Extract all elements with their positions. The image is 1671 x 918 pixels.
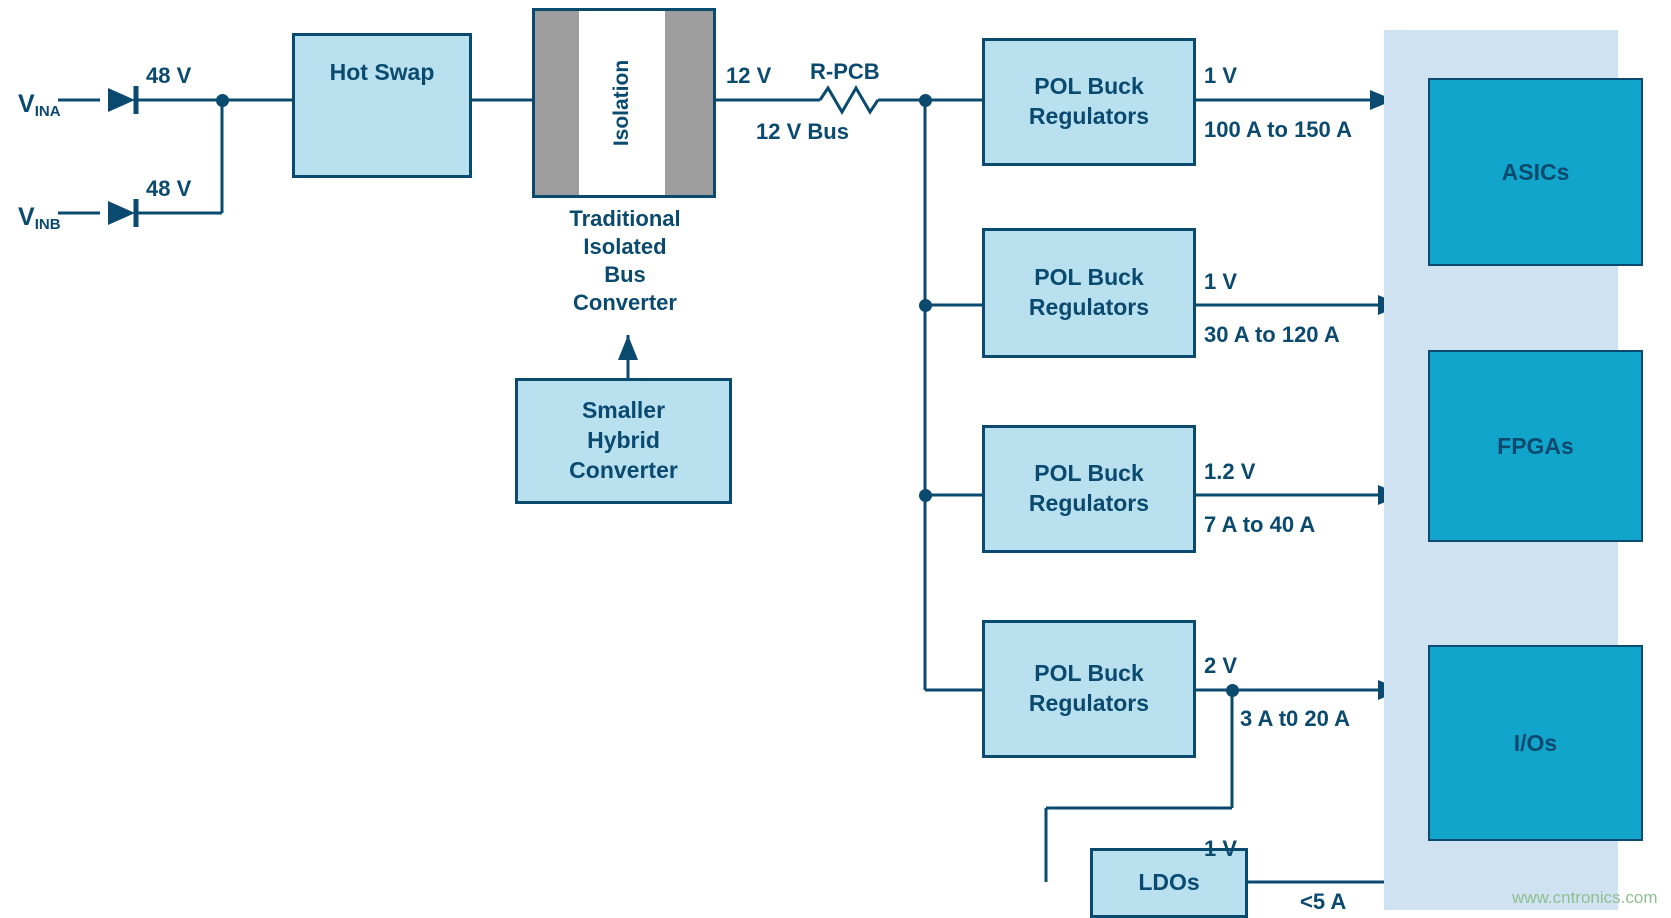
ldo-label: LDOs <box>1138 869 1200 896</box>
input-voltage-a: 48 V <box>146 63 192 88</box>
load-label-asics: ASICs <box>1501 158 1570 185</box>
load-block-fpgas <box>1428 350 1643 542</box>
junction-dot-input <box>216 94 229 107</box>
bus-label: 12 V Bus <box>756 119 849 144</box>
pol-block-4-line-1: POL Buck <box>1034 660 1144 687</box>
hybrid-converter-line-2: Hybrid <box>587 427 660 454</box>
isolation-bar-left <box>535 11 579 195</box>
watermark: www.cntronics.com <box>1512 888 1658 907</box>
pol-block-3-line-1: POL Buck <box>1034 460 1144 487</box>
junction-dot-rail4-tap <box>1226 684 1239 697</box>
pol-block-1-line-1: POL Buck <box>1034 73 1144 100</box>
input-label-vinb: VINB <box>18 203 61 233</box>
hybrid-converter-block <box>515 378 732 504</box>
pol-block-4-line-2: Regulators <box>1028 690 1150 716</box>
rail-3-voltage: 1.2 V <box>1204 459 1256 484</box>
isolation-transformer <box>532 8 716 198</box>
bus-converter-caption-line-2: Isolated Bus <box>583 234 667 288</box>
hybrid-converter-line-3: Converter <box>569 456 678 483</box>
arrowheads <box>108 88 1402 700</box>
rail-4-current: 3 A t0 20 A <box>1240 706 1351 731</box>
load-label-ios: I/Os <box>1513 729 1558 756</box>
pol-block-2-line-2: Regulators <box>1028 294 1150 320</box>
pol-block-3 <box>982 425 1196 553</box>
bus-converter-caption-line-3: Converter <box>573 290 677 316</box>
input-voltage-b: 48 V <box>146 176 192 201</box>
rail-1-voltage: 1 V <box>1204 63 1238 88</box>
rail-4-voltage: 2 V <box>1204 653 1238 678</box>
bus-converter-caption-line-1: Traditional <box>569 206 681 231</box>
isolation-bar-right <box>665 11 713 195</box>
pol-block-2-line-1: POL Buck <box>1034 264 1144 291</box>
ldo-rail-current: <5 A <box>1300 889 1347 914</box>
junction-dot-bus-1 <box>919 94 932 107</box>
pol-block-1-line-2: Regulators <box>1028 103 1150 129</box>
pol-block-3-line-2: Regulators <box>1028 490 1150 516</box>
load-label-fpgas: FPGAs <box>1497 432 1574 459</box>
rail-2-current: 30 A to 120 A <box>1204 322 1340 347</box>
hot-swap-label: Hot Swap <box>329 59 435 85</box>
isolation-gap <box>579 11 665 195</box>
bus-converter-caption <box>560 205 690 318</box>
pol-block-1 <box>982 38 1196 166</box>
isolation-label: Isolation <box>610 59 634 147</box>
rail-3-current: 7 A to 40 A <box>1204 512 1316 537</box>
input-label-vina: VINA <box>18 90 61 120</box>
ldo-rail-voltage: 1 V <box>1204 836 1238 861</box>
junction-dot-bus-2 <box>919 299 932 312</box>
pol-block-4 <box>982 620 1196 758</box>
rail-1-current: 100 A to 150 A <box>1204 117 1352 142</box>
hybrid-converter-line-1: Smaller <box>581 397 666 424</box>
bus-output-voltage: 12 V <box>726 63 772 88</box>
load-block-ios <box>1428 645 1643 841</box>
resistor-label: R-PCB <box>810 59 880 84</box>
pol-block-2 <box>982 228 1196 358</box>
rail-2-voltage: 1 V <box>1204 269 1238 294</box>
junction-dot-bus-3 <box>919 489 932 502</box>
load-block-asics <box>1428 78 1643 266</box>
hot-swap-block <box>292 33 472 178</box>
